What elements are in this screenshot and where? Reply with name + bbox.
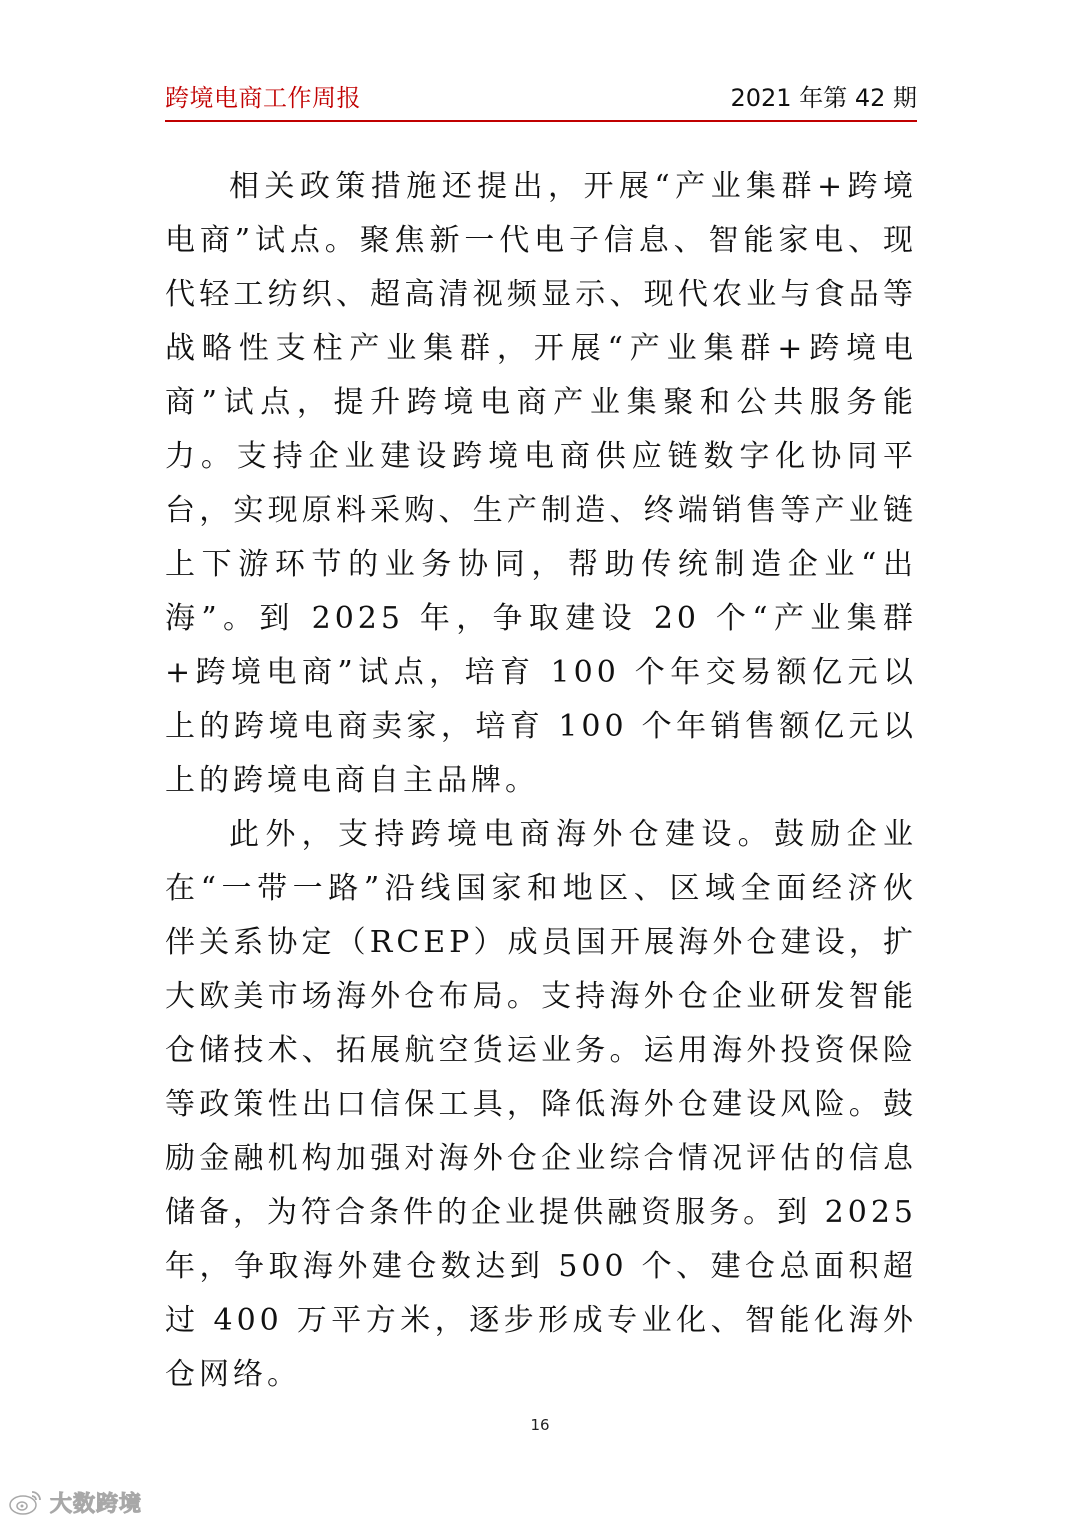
paragraph-industry-cluster: 相关政策措施还提出，开展“产业集群+跨境电商”试点。聚焦新一代电子信息、智能家电、现代轻工纺织、超高清视频显示、现代农业与食品等战略性支柱产业集群，开展“产业集群+跨境电商”试点，提升跨境电商产业集聚和公共服务能力。支持企业建设跨境电商供应链数字化协同平台，实现原料采购、生产制造、终端销售等产业链上下游环节的业务协同，帮助传统制造企业“出海”。到 2025 年，争取建设 20 个“产业集群+跨境电商”试点，培育 100 个年交易额亿元以上的跨境电商卖家，培育 100 个年销售额亿元以上的跨境电商自主品牌。 <box>165 169 917 798</box>
paragraph-overseas-warehouse: 此外，支持跨境电商海外仓建设。鼓励企业在“一带一路”沿线国家和地区、区域全面经济伙伴关系协定（RCEP）成员国开展海外仓建设，扩大欧美市场海外仓布局。支持海外仓企业研发智能仓储技术、拓展航空货运业务。运用海外投资保险等政策性出口信保工具，降低海外仓建设风险。鼓励金融机构加强对海外仓企业综合情况评估的信息储备，为符合条件的企业提供融资服务。到 2025 年，争取海外建仓数达到 500 个、建仓总面积超过 400 万平方米，逐步形成专业化、智能化海外仓网络。 <box>165 817 917 1392</box>
article-body <box>165 160 917 1402</box>
watermark-text: 大数跨境 <box>50 1491 143 1517</box>
header-divider <box>165 120 917 122</box>
issue-number: 2021 年第 42 期 <box>730 84 917 112</box>
page-number: 16 <box>530 1416 550 1434</box>
page-header <box>165 78 917 114</box>
watermark <box>8 1485 142 1519</box>
publication-title: 跨境电商工作周报 <box>165 84 361 112</box>
weibo-logo-icon <box>8 1488 44 1516</box>
